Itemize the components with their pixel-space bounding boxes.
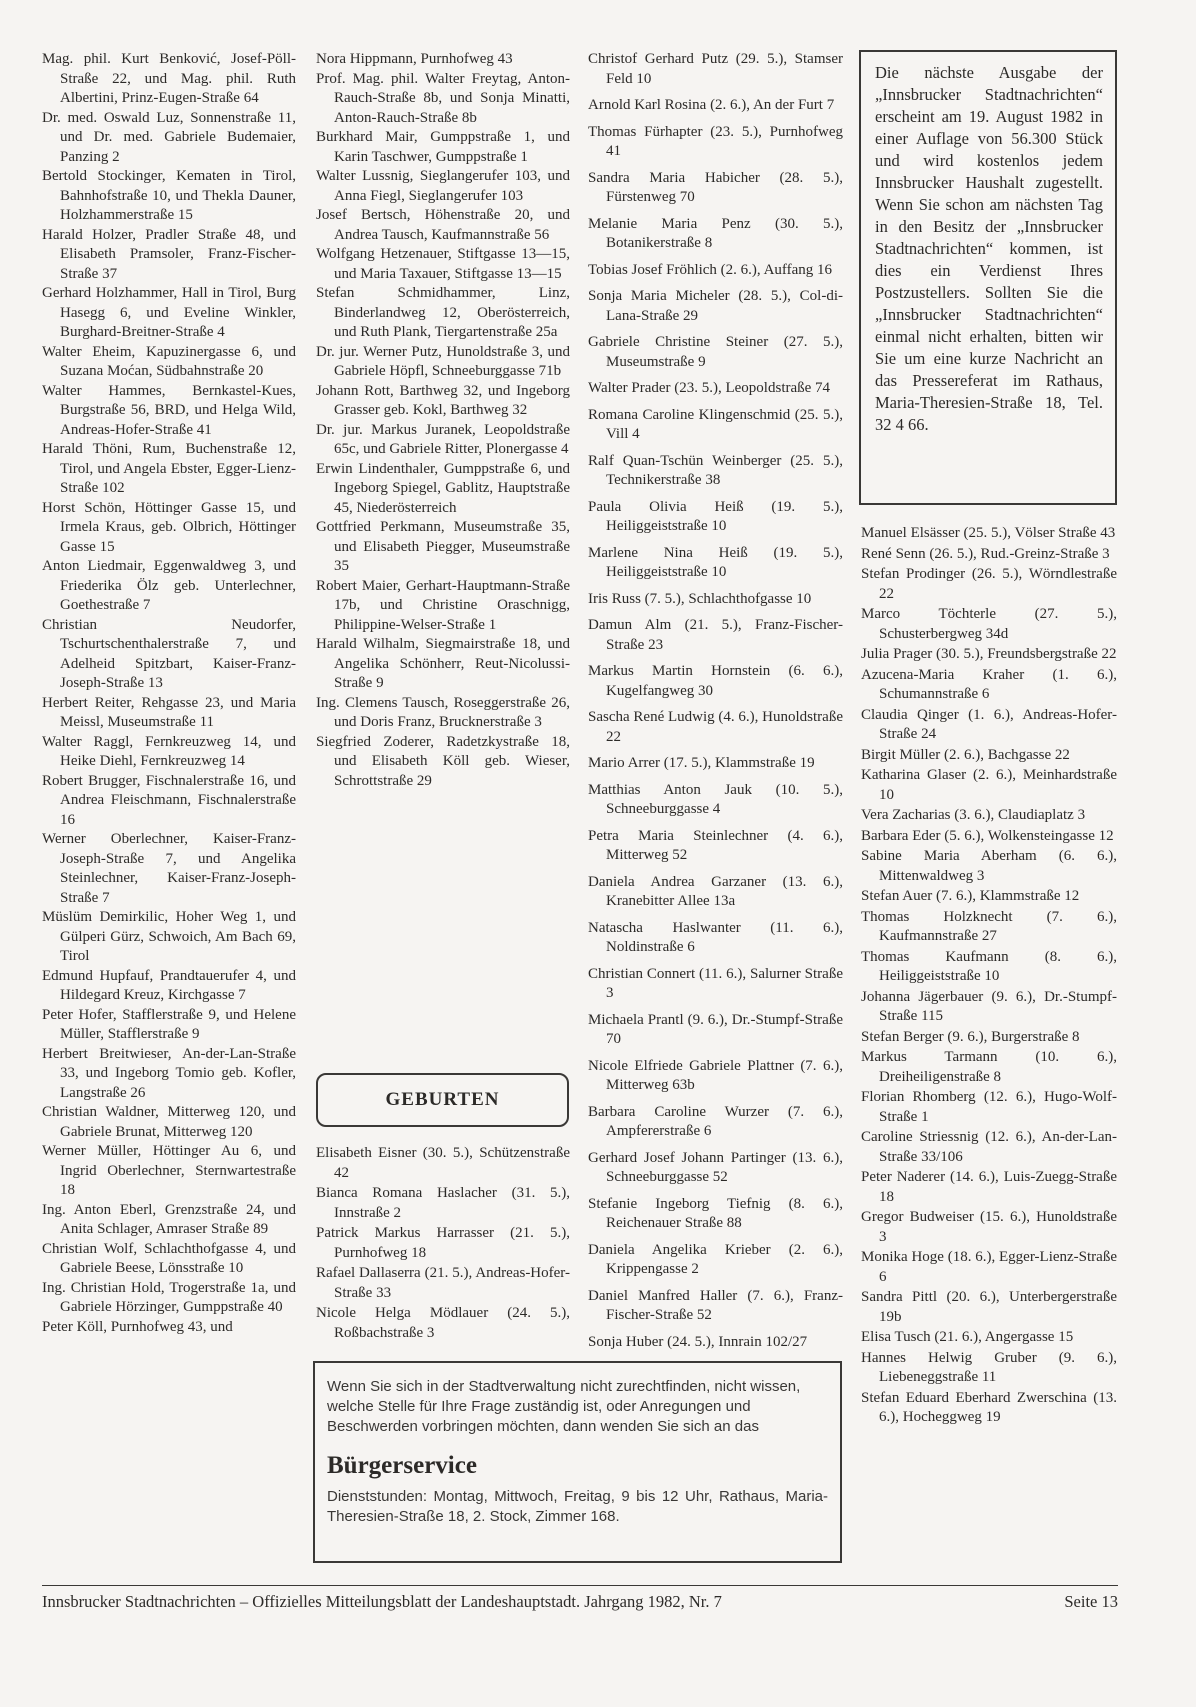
birth-entry: Azucena-Maria Kraher (1. 6.), Schumannstraße 6 — [861, 666, 1117, 702]
birth-entry: Mario Arrer (17. 5.), Klammstraße 19 — [588, 755, 815, 771]
marriage-entry: Gottfried Perkmann, Museumstraße 35, und Elisabeth Piegger, Museumstraße 35 — [316, 519, 570, 574]
marriage-entry: Herbert Breitwieser, An-der-Lan-Straße 33, und Ingeborg Tomio geb. Kofler, Langstraße 26 — [42, 1045, 296, 1101]
geburten-heading-text: GEBURTEN — [385, 1089, 500, 1110]
birth-entry: Paula Olivia Heiß (19. 5.), Heiliggeiststraße 10 — [588, 498, 843, 534]
birth-entry: Sandra Maria Habicher (28. 5.), Fürstenweg 70 — [588, 169, 843, 205]
buergerservice-box — [313, 1361, 842, 1563]
marriage-entry: Peter Köll, Purnhofweg 43, und — [42, 1318, 233, 1335]
birth-entry: Florian Rhomberg (12. 6.), Hugo-Wolf-Straße 1 — [861, 1089, 1117, 1125]
birth-entry: Arnold Karl Rosina (2. 6.), An der Furt 7 — [588, 97, 835, 113]
birth-entry: Nicole Elfriede Gabriele Plattner (7. 6.), Mitterweg 63b — [588, 1057, 843, 1093]
marriage-entry: Anton Liedmair, Eggenwaldweg 3, und Friederika Ölz geb. Unterlechner, Goethestraße 7 — [42, 558, 296, 613]
birth-entry: Stefan Prodinger (26. 5.), Wörndlestraße 22 — [861, 566, 1117, 602]
marriage-entry: Josef Bertsch, Höhenstraße 20, und Andrea Tausch, Kaufmannstraße 56 — [316, 207, 570, 243]
marriage-entry: Johann Rott, Barthweg 32, und Ingeborg Grasser geb. Kokl, Barthweg 32 — [316, 382, 570, 418]
marriage-entry: Robert Maier, Gerhart-Hauptmann-Straße 17b, und Christine Oraschnigg, Philippine-Welser-Straße 1 — [316, 577, 570, 633]
birth-entry: Stefan Berger (9. 6.), Burgerstraße 8 — [861, 1028, 1080, 1045]
births-column-4 — [861, 524, 1117, 1429]
birth-entry: Gerhard Josef Johann Partinger (13. 6.), Schneeburggasse 52 — [588, 1149, 843, 1185]
birth-entry: Elisabeth Eisner (30. 5.), Schützenstraße 42 — [316, 1145, 570, 1181]
marriage-entry: Christian Wolf, Schlachthofgasse 4, und Gabriele Beese, Lönsstraße 10 — [42, 1240, 296, 1276]
marriage-entry: Stefan Schmidhammer, Linz, Binderlandweg 12, Oberösterreich, und Ruth Plank, Tiergartenstraße 25a — [316, 285, 570, 340]
birth-entry: Christof Gerhard Putz (29. 5.), Stamser Feld 10 — [588, 51, 843, 87]
marriage-entry: Mag. phil. Kurt Benković, Josef-Pöll-Straße 22, und Mag. phil. Ruth Albertini, Prinz-Eugen-Straße 64 — [42, 51, 296, 106]
marriage-entry: Christian Waldner, Mitterweg 120, und Gabriele Brunat, Mitterweg 120 — [42, 1104, 296, 1140]
birth-entry: Katharina Glaser (2. 6.), Meinhardstraße 10 — [861, 767, 1117, 803]
birth-entry: Rafael Dallaserra (21. 5.), Andreas-Hofer-Straße 33 — [316, 1265, 570, 1301]
next-issue-notice: Die nächste Ausgabe der „Innsbrucker Stadtnachrichten“ erscheint am 19. August 1982 in einer Auflage von 56.300 Stück und wird kostenlos jedem Innsbrucker Haushalt zugestellt. Wenn Sie schon am nächsten Tag in den Besitz der „Innsbrucker Stadtnachrichten“ kommen, ist dies ein Verdienst Ihres Postzustellers. Sollten Sie die „Innsbrucker Stadtnachrichten“ einmal nicht erhalten, bitten wir Sie um eine kurze Nachricht an das Pressereferat im Rathaus, Maria-Theresien-Straße 18, Tel. 32 4 66. — [859, 50, 1117, 505]
birth-entry: Vera Zacharias (3. 6.), Claudiaplatz 3 — [861, 807, 1086, 823]
marriage-entry: Ing. Christian Hold, Trogerstraße 1a, und Gabriele Hörzinger, Gumppstraße 40 — [42, 1279, 296, 1315]
marriage-entry: Bertold Stockinger, Kematen in Tirol, Bahnhofstraße 10, und Thekla Dauner, Holzhammerstraße 15 — [42, 168, 296, 223]
birth-entry: Stefanie Ingeborg Tiefnig (8. 6.), Reichenauer Straße 88 — [588, 1195, 843, 1231]
birth-entry: Romana Caroline Klingenschmid (25. 5.), Vill 4 — [588, 406, 843, 442]
birth-entry: Markus Martin Hornstein (6. 6.), Kugelfangweg 30 — [588, 663, 843, 699]
marriage-entry: Müslüm Demirkilic, Hoher Weg 1, und Gülperi Gürz, Schwoich, Am Bach 69, Tirol — [42, 909, 296, 964]
marriage-entry: Ing. Anton Eberl, Grenzstraße 24, und Anita Schlager, Amraser Straße 89 — [42, 1201, 296, 1237]
birth-entry: Manuel Elsässer (25. 5.), Völser Straße 43 — [861, 525, 1116, 541]
marriages-column-1 — [42, 50, 296, 1337]
birth-entry: Sandra Pittl (20. 6.), Unterbergerstraße 19b — [861, 1289, 1117, 1325]
birth-entry: Birgit Müller (2. 6.), Bachgasse 22 — [861, 746, 1070, 763]
marriage-entry: Burkhard Mair, Gumppstraße 1, und Karin Taschwer, Gumppstraße 1 — [316, 129, 570, 165]
marriage-entry: Walter Lussnig, Sieglangerufer 103, und Anna Fiegl, Sieglangerufer 103 — [316, 168, 570, 204]
buergerservice-intro: Wenn Sie sich in der Stadtverwaltung nicht zurechtfinden, nicht wissen, welche Stelle für Ihre Frage zuständig ist, oder Anregungen und Beschwerden vorbringen möchten, dann wenden Sie sich an das — [327, 1378, 801, 1435]
birth-entry: Markus Tarmann (10. 6.), Dreiheiligenstraße 8 — [861, 1049, 1117, 1085]
birth-entry: René Senn (26. 5.), Rud.-Greinz-Straße 3 — [861, 545, 1110, 562]
birth-entry: Sabine Maria Aberham (6. 6.), Mittenwaldweg 3 — [861, 848, 1117, 884]
footer-rule — [42, 1585, 1118, 1586]
marriage-entry: Walter Hammes, Bernkastel-Kues, Burgstraße 56, BRD, und Helga Wild, Andreas-Hofer-Straße 41 — [42, 382, 296, 438]
birth-entry: Daniela Angelika Krieber (2. 6.), Krippengasse 2 — [588, 1241, 843, 1277]
marriage-entry: Nora Hippmann, Purnhofweg 43 — [316, 51, 513, 67]
marriage-entry: Ing. Clemens Tausch, Roseggerstraße 26, und Doris Franz, Brucknerstraße 3 — [316, 694, 570, 730]
birth-entry: Nicole Helga Mödlauer (24. 5.), Roßbachstraße 3 — [316, 1305, 570, 1341]
birth-entry: Peter Naderer (14. 6.), Luis-Zuegg-Straße 18 — [861, 1169, 1117, 1205]
marriage-entry: Christian Neudorfer, Tschurtschenthalerstraße 7, und Adelheid Spitzbart, Kaiser-Franz-Joseph-Straße 13 — [42, 616, 296, 691]
birth-entry: Ralf Quan-Tschün Weinberger (25. 5.), Technikerstraße 38 — [588, 452, 843, 488]
marriage-entry: Dr. jur. Werner Putz, Hunoldstraße 3, und Gabriele Höpfl, Schneeburggasse 71b — [316, 343, 570, 379]
birth-entry: Thomas Fürhapter (23. 5.), Purnhofweg 41 — [588, 123, 843, 159]
birth-entry: Monika Hoge (18. 6.), Egger-Lienz-Straße 6 — [861, 1249, 1117, 1285]
birth-entry: Johanna Jägerbauer (9. 6.), Dr.-Stumpf-Straße 115 — [861, 988, 1117, 1024]
birth-entry: Caroline Striessnig (12. 6.), An-der-Lan-Straße 33/106 — [861, 1129, 1117, 1165]
birth-entry: Marlene Nina Heiß (19. 5.), Heiliggeiststraße 10 — [588, 544, 843, 580]
birth-entry: Barbara Caroline Wurzer (7. 6.), Ampfererstraße 6 — [588, 1103, 843, 1139]
birth-entry: Marco Töchterle (27. 5.), Schusterbergweg 34d — [861, 606, 1117, 642]
birth-entry: Claudia Qinger (1. 6.), Andreas-Hofer-Straße 24 — [861, 706, 1117, 742]
marriage-entry: Dr. jur. Markus Juranek, Leopoldstraße 65c, und Gabriele Ritter, Plonergasse 4 — [316, 421, 570, 457]
footer-publication: Innsbrucker Stadtnachrichten – Offizielles Mitteilungsblatt der Landeshauptstadt. Jahrgang 1982, Nr. 7 — [42, 1592, 722, 1611]
birth-entry: Sonja Maria Micheler (28. 5.), Col-di-Lana-Straße 29 — [588, 288, 843, 324]
birth-entry: Natascha Haslwanter (11. 6.), Noldinstraße 6 — [588, 919, 843, 955]
birth-entry: Walter Prader (23. 5.), Leopoldstraße 74 — [588, 380, 831, 396]
birth-entry: Elisa Tusch (21. 6.), Angergasse 15 — [861, 1329, 1074, 1345]
marriage-entry: Harald Wilhalm, Siegmairstraße 18, und Angelika Schönherr, Reut-Nicolussi-Straße 9 — [316, 636, 570, 691]
marriage-entry: Harald Thöni, Rum, Buchenstraße 12, Tirol, und Angela Ebster, Egger-Lienz-Straße 102 — [42, 441, 296, 496]
birth-entry: Michaela Prantl (9. 6.), Dr.-Stumpf-Straße 70 — [588, 1011, 843, 1047]
birth-entry: Christian Connert (11. 6.), Salurner Straße 3 — [588, 965, 843, 1001]
marriage-entry: Werner Oberlechner, Kaiser-Franz-Joseph-Straße 7, und Angelika Steinlechner, Kaiser-Franz-Joseph-Straße 7 — [42, 831, 296, 906]
birth-entry: Matthias Anton Jauk (10. 5.), Schneeburggasse 4 — [588, 781, 843, 817]
births-column-3 — [588, 50, 843, 1359]
marriage-entry: Peter Hofer, Stafflerstraße 9, und Helene Müller, Stafflerstraße 9 — [42, 1006, 296, 1042]
marriage-entry: Siegfried Zoderer, Radetzkystraße 18, und Elisabeth Köll geb. Wieser, Schrottstraße 29 — [316, 733, 570, 789]
birth-entry: Petra Maria Steinlechner (4. 6.), Mitterweg 52 — [588, 827, 843, 863]
marriage-entry: Werner Müller, Höttinger Au 6, und Ingrid Oberlechner, Sternwartestraße 18 — [42, 1143, 296, 1198]
birth-entry: Bianca Romana Haslacher (31. 5.), Innstraße 2 — [316, 1185, 570, 1221]
birth-entry: Daniel Manfred Haller (7. 6.), Franz-Fischer-Straße 52 — [588, 1287, 843, 1323]
birth-entry: Thomas Holzknecht (7. 6.), Kaufmannstraße 27 — [861, 908, 1117, 944]
marriages-column-2 — [316, 50, 570, 791]
birth-entry: Sascha René Ludwig (4. 6.), Hunoldstraße 22 — [588, 709, 843, 745]
births-column-2 — [316, 1144, 570, 1344]
marriage-entry: Erwin Lindenthaler, Gumppstraße 6, und Ingeborg Spiegel, Gablitz, Hauptstraße 45, Niederösterreich — [316, 460, 570, 516]
marriage-entry: Robert Brugger, Fischnalerstraße 16, und Andrea Fleischmann, Fischnalerstraße 16 — [42, 772, 296, 828]
birth-entry: Thomas Kaufmann (8. 6.), Heiliggeiststraße 10 — [861, 948, 1117, 984]
marriage-entry: Edmund Hupfauf, Prandtauerufer 4, und Hildegard Kreuz, Kirchgasse 7 — [42, 967, 296, 1003]
marriage-entry: Herbert Reiter, Rehgasse 23, und Maria Meissl, Museumstraße 11 — [42, 694, 296, 730]
birth-entry: Daniela Andrea Garzaner (13. 6.), Kranebitter Allee 13a — [588, 873, 843, 909]
page-footer — [42, 1591, 1118, 1613]
marriage-entry: Gerhard Holzhammer, Hall in Tirol, Burg Hasegg 6, und Eveline Winkler, Burghard-Breitner-Straße 4 — [42, 285, 296, 340]
birth-entry: Stefan Eduard Eberhard Zwerschina (13. 6.), Hocheggweg 19 — [861, 1389, 1117, 1425]
birth-entry: Melanie Maria Penz (30. 5.), Botanikerstraße 8 — [588, 215, 843, 251]
birth-entry: Gregor Budweiser (15. 6.), Hunoldstraße 3 — [861, 1209, 1117, 1245]
marriage-entry: Wolfgang Hetzenauer, Stiftgasse 13—15, und Maria Taxauer, Stiftgasse 13—15 — [316, 246, 570, 282]
footer-page-number: Seite 13 — [1064, 1592, 1118, 1611]
birth-entry: Patrick Markus Harrasser (21. 5.), Purnhofweg 18 — [316, 1225, 570, 1261]
geburten-heading — [316, 1073, 569, 1127]
birth-entry: Tobias Josef Fröhlich (2. 6.), Auffang 16 — [588, 261, 833, 278]
marriage-entry: Horst Schön, Höttinger Gasse 15, und Irmela Kraus, geb. Olbrich, Höttinger Gasse 15 — [42, 499, 296, 555]
birth-entry: Gabriele Christine Steiner (27. 5.), Museumstraße 9 — [588, 334, 843, 370]
birth-entry: Barbara Eder (5. 6.), Wolkensteingasse 12 — [861, 827, 1114, 844]
birth-entry: Hannes Helwig Gruber (9. 6.), Liebeneggstraße 11 — [861, 1349, 1117, 1385]
birth-entry: Sonja Huber (24. 5.), Innrain 102/27 — [588, 1333, 808, 1350]
marriage-entry: Walter Eheim, Kapuzinergasse 6, und Suzana Moćan, Südbahnstraße 20 — [42, 343, 296, 379]
buergerservice-hours: Dienststunden: Montag, Mittwoch, Freitag, 9 bis 12 Uhr, Rathaus, Maria-Theresien-Straße 18, 2. Stock, Zimmer 168. — [327, 1488, 828, 1525]
birth-entry: Stefan Auer (7. 6.), Klammstraße 12 — [861, 888, 1080, 904]
buergerservice-title: Bürgerservice — [327, 1452, 477, 1479]
marriage-entry: Walter Raggl, Fernkreuzweg 14, und Heike Diehl, Fernkreuzweg 14 — [42, 733, 296, 769]
marriage-entry: Prof. Mag. phil. Walter Freytag, Anton-Rauch-Straße 8b, und Sonja Minatti, Anton-Rauch-Straße 8b — [316, 70, 570, 126]
marriage-entry: Dr. med. Oswald Luz, Sonnenstraße 11, und Dr. med. Gabriele Budemaier, Panzing 2 — [42, 109, 296, 165]
birth-entry: Iris Russ (7. 5.), Schlachthofgasse 10 — [588, 590, 812, 607]
marriage-entry: Harald Holzer, Pradler Straße 48, und Elisabeth Pramsoler, Franz-Fischer-Straße 37 — [42, 226, 296, 282]
birth-entry: Julia Prager (30. 5.), Freundsbergstraße 22 — [861, 646, 1117, 662]
birth-entry: Damun Alm (21. 5.), Franz-Fischer-Straße 23 — [588, 617, 843, 653]
